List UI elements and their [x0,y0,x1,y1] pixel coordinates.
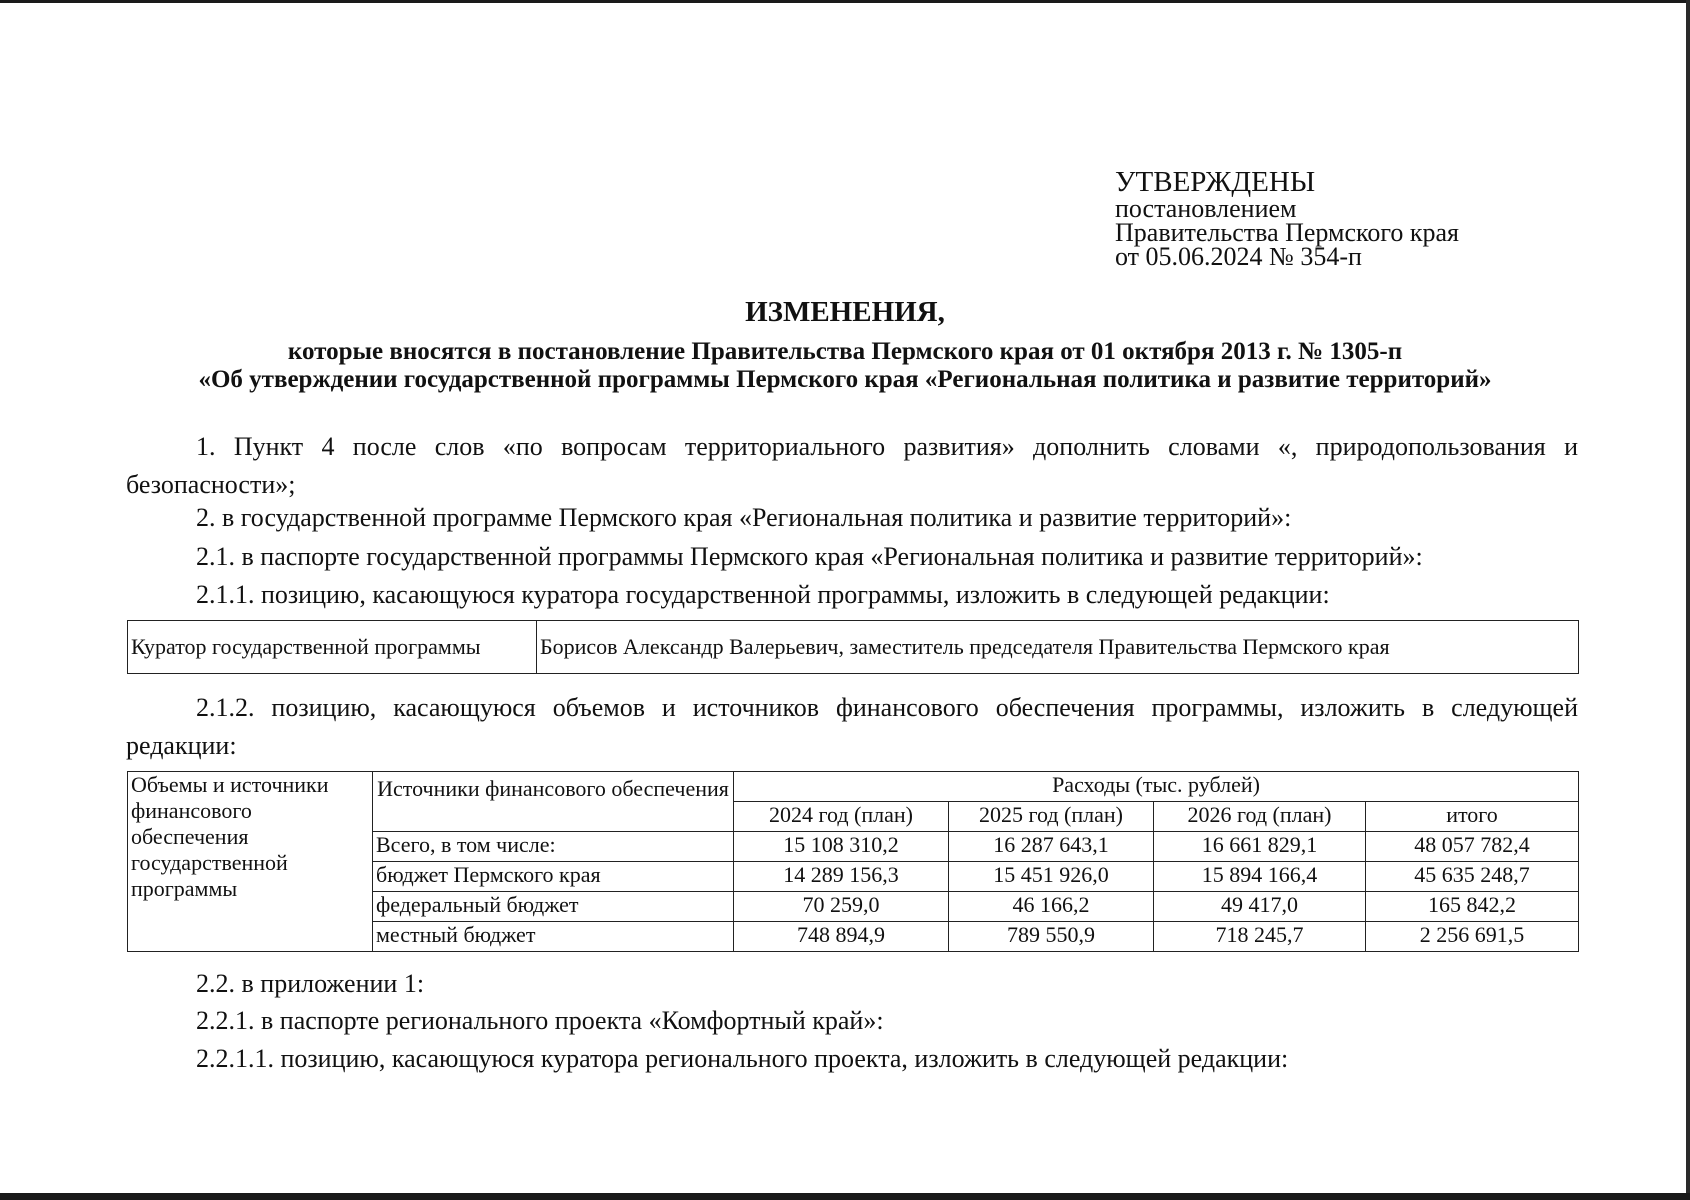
approval-stamp [1115,168,1459,269]
value-cell: 49 417,0 [1154,892,1366,922]
table-row [128,621,1579,674]
value-cell: 16 661 829,1 [1154,832,1366,862]
paragraph-2-1: 2.1. в паспорте государственной программы Пермского края «Региональная политика и развитие территорий»: [196,542,1423,571]
value-cell: 789 550,9 [949,922,1154,952]
scan-border-right [1686,0,1690,1200]
scan-border-bottom [0,1193,1690,1200]
approval-title: УТВЕРЖДЕНЫ [1115,166,1316,198]
approval-line: Правительства Пермского края [1115,218,1459,247]
sources-header: Источники финансового обеспечения [373,772,734,832]
scan-border-top [0,0,1690,3]
value-cell: 15 451 926,0 [949,862,1154,892]
document-subtitle [0,338,1690,394]
paragraph-2-1-2: 2.1.2. позицию, касающуюся объемов и источников финансового обеспечения программы, изложить в следующей редакции: [126,693,1578,760]
value-cell: 46 166,2 [949,892,1154,922]
value-cell: 718 245,7 [1154,922,1366,952]
paragraph-1: 1. Пункт 4 после слов «по вопросам территориального развития» дополнить словами «, природопользования и безопасности»; [126,432,1578,499]
paragraph-2-2-1-1: 2.2.1.1. позицию, касающуюся куратора регионального проекта, изложить в следующей редакции: [196,1044,1289,1073]
value-cell: 70 259,0 [734,892,949,922]
paragraph-2-2: 2.2. в приложении 1: [196,969,425,998]
value-cell: 15 894 166,4 [1154,862,1366,892]
table-row [128,772,1579,802]
source-cell: Всего, в том числе: [373,832,734,862]
column-header: 2026 год (план) [1154,802,1366,832]
paragraph-2-2-1: 2.2.1. в паспорте регионального проекта «Комфортный край»: [196,1006,884,1035]
curator-table [127,620,1579,674]
column-header: 2024 год (план) [734,802,949,832]
value-cell: 48 057 782,4 [1366,832,1579,862]
value-cell: 748 894,9 [734,922,949,952]
value-cell: 14 289 156,3 [734,862,949,892]
paragraph-2-1-1: 2.1.1. позицию, касающуюся куратора государственной программы, изложить в следующей редакции: [196,580,1330,609]
document-title: ИЗМЕНЕНИЯ, [745,296,945,328]
approval-line: от 05.06.2024 № 354-п [1115,242,1362,271]
source-cell: местный бюджет [373,922,734,952]
paragraph-2: 2. в государственной программе Пермского края «Региональная политика и развитие территорий»: [196,503,1292,532]
finance-row-label: Объемы и источники финансового обеспечения государственной программы [128,772,373,952]
value-cell: 16 287 643,1 [949,832,1154,862]
column-header: итого [1366,802,1579,832]
curator-label: Куратор государственной программы [128,621,537,674]
value-cell: 2 256 691,5 [1366,922,1579,952]
approval-line: постановлением [1115,194,1297,223]
column-header: 2025 год (план) [949,802,1154,832]
value-cell: 15 108 310,2 [734,832,949,862]
subtitle-line-2: «Об утверждении государственной программы Пермского края «Региональная политика и развитие территорий» [198,366,1492,393]
source-cell: бюджет Пермского края [373,862,734,892]
subtitle-line-1: которые вносятся в постановление Правительства Пермского края от 01 октября 2013 г. № 1305-п [287,338,1403,365]
source-cell: федеральный бюджет [373,892,734,922]
curator-value: Борисов Александр Валерьевич, заместитель председателя Правительства Пермского края [537,621,1579,674]
expenses-header: Расходы (тыс. рублей) [734,772,1579,802]
value-cell: 45 635 248,7 [1366,862,1579,892]
finance-table [127,771,1579,952]
value-cell: 165 842,2 [1366,892,1579,922]
